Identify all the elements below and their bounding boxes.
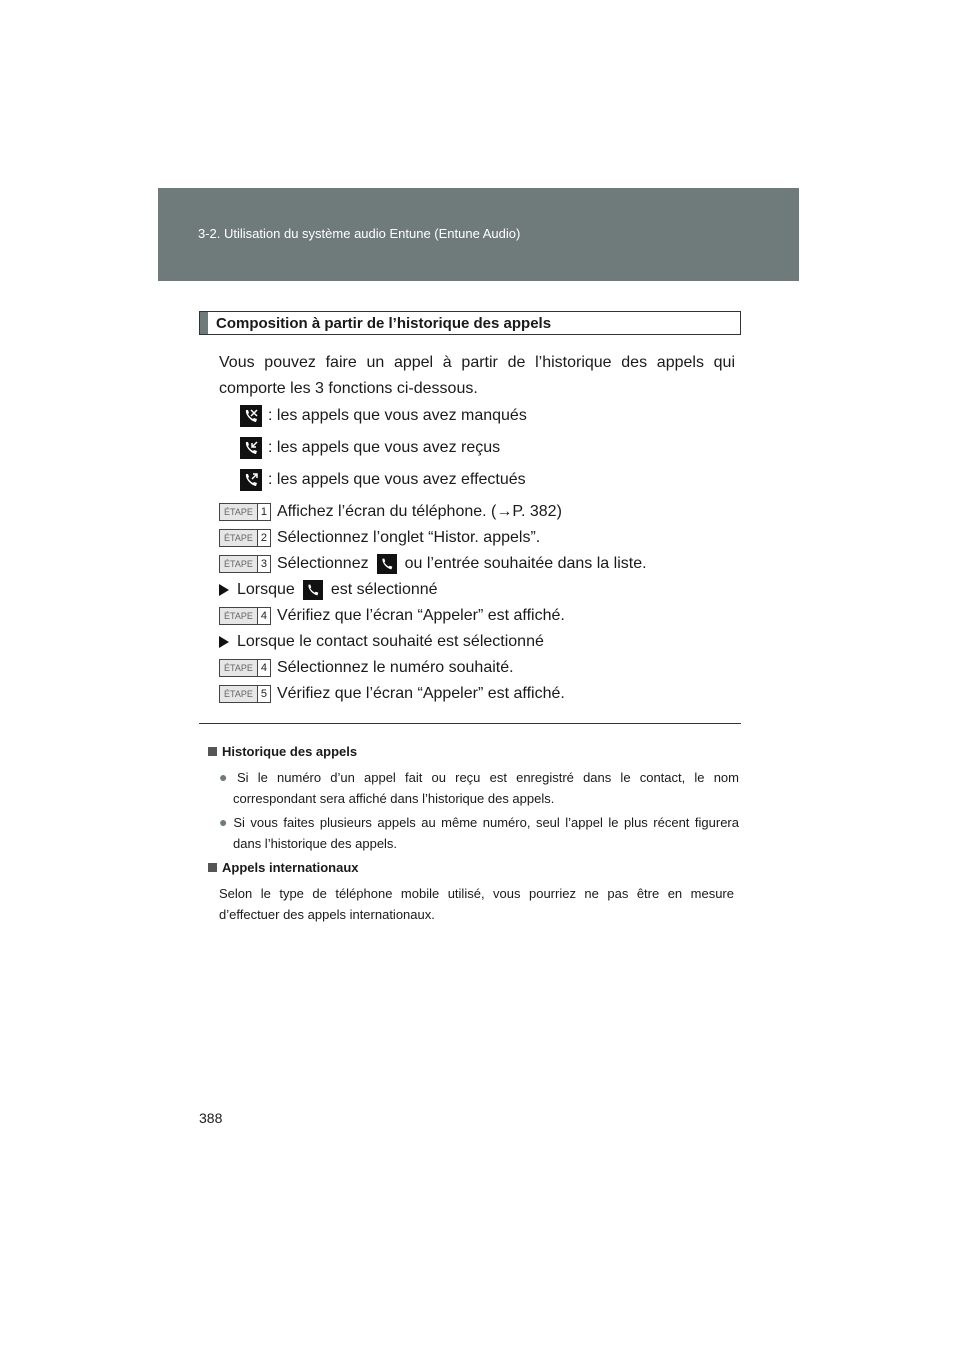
step-1 bbox=[219, 499, 562, 525]
step-text-after: ou l’entrée souhaitée dans la liste. bbox=[404, 555, 647, 572]
legend-text-missed: : les appels que vous avez manqués bbox=[268, 407, 527, 424]
case-text-before: Lorsque bbox=[237, 581, 295, 598]
step-text: Vérifiez que l’écran “Appeler” est affiché. bbox=[276, 685, 565, 702]
missed-call-icon bbox=[240, 405, 262, 427]
note-history-2: ● Si vous faites plusieurs appels au même numéro, seul l’appel le plus récent figurera dans l’historique des appels. bbox=[219, 814, 739, 851]
step-5 bbox=[219, 681, 565, 707]
legend-text-outgoing: : les appels que vous avez effectués bbox=[268, 471, 526, 488]
case-text-after: est sélectionné bbox=[330, 581, 438, 598]
step-badge: ÉTAPE 2 bbox=[219, 529, 271, 547]
breadcrumb: 3-2. Utilisation du système audio Entune (Entune Audio) bbox=[198, 226, 521, 241]
legend-row-received bbox=[240, 436, 500, 460]
note-international: Selon le type de téléphone mobile utilisé, vous pourriez ne pas être en mesure d’effectuer des appels internationaux. bbox=[219, 886, 734, 922]
phone-icon bbox=[377, 554, 397, 574]
step-badge: ÉTAPE 4 bbox=[219, 659, 271, 677]
legend-row-missed bbox=[240, 404, 527, 428]
step-text: Vérifiez que l’écran “Appeler” est affiché. bbox=[276, 607, 565, 624]
step-badge: ÉTAPE 4 bbox=[219, 607, 271, 625]
step-badge: ÉTAPE 5 bbox=[219, 685, 271, 703]
step-text-before: Sélectionnez bbox=[276, 555, 369, 572]
received-call-icon bbox=[240, 437, 262, 459]
note-heading-history: Historique des appels bbox=[208, 744, 357, 759]
step-badge: ÉTAPE 3 bbox=[219, 555, 271, 573]
step-2 bbox=[219, 525, 540, 551]
intro-paragraph: Vous pouvez faire un appel à partir de l’historique des appels qui comporte les 3 fonctions ci-dessous. bbox=[219, 354, 735, 397]
legend-row-outgoing bbox=[240, 468, 526, 492]
page-number: 388 bbox=[199, 1110, 223, 1126]
step-text: Affichez l’écran du téléphone. (→P. 382) bbox=[276, 503, 562, 520]
step-text: Sélectionnez le numéro souhaité. bbox=[276, 659, 514, 676]
legend-text-received: : les appels que vous avez reçus bbox=[268, 439, 501, 456]
bullet-icon: ● bbox=[219, 814, 230, 830]
section-title-box bbox=[199, 311, 741, 335]
divider bbox=[199, 723, 741, 724]
case-phone-selected bbox=[219, 577, 438, 603]
case-contact-selected bbox=[219, 629, 544, 655]
phone-icon bbox=[303, 580, 323, 600]
note-heading-international: Appels internationaux bbox=[208, 860, 359, 875]
bullet-icon: ● bbox=[219, 769, 234, 785]
section-title-bar bbox=[200, 312, 208, 334]
square-bullet-icon bbox=[208, 863, 217, 872]
header-band bbox=[158, 188, 799, 281]
note-history-1: ● Si le numéro d’un appel fait ou reçu est enregistré dans le contact, le nom correspondant sera affiché dans l’historique des appels. bbox=[219, 769, 739, 806]
triangle-bullet-icon bbox=[219, 584, 229, 596]
triangle-bullet-icon bbox=[219, 636, 229, 648]
square-bullet-icon bbox=[208, 747, 217, 756]
outgoing-call-icon bbox=[240, 469, 262, 491]
step-badge: ÉTAPE 1 bbox=[219, 503, 271, 521]
case-text: Lorsque le contact souhaité est sélectionné bbox=[237, 633, 544, 650]
step-4a bbox=[219, 603, 565, 629]
section-title: Composition à partir de l’historique des appels bbox=[216, 315, 552, 332]
step-3 bbox=[219, 551, 647, 577]
step-4b bbox=[219, 655, 514, 681]
step-text: Sélectionnez l’onglet “Histor. appels”. bbox=[276, 529, 541, 546]
